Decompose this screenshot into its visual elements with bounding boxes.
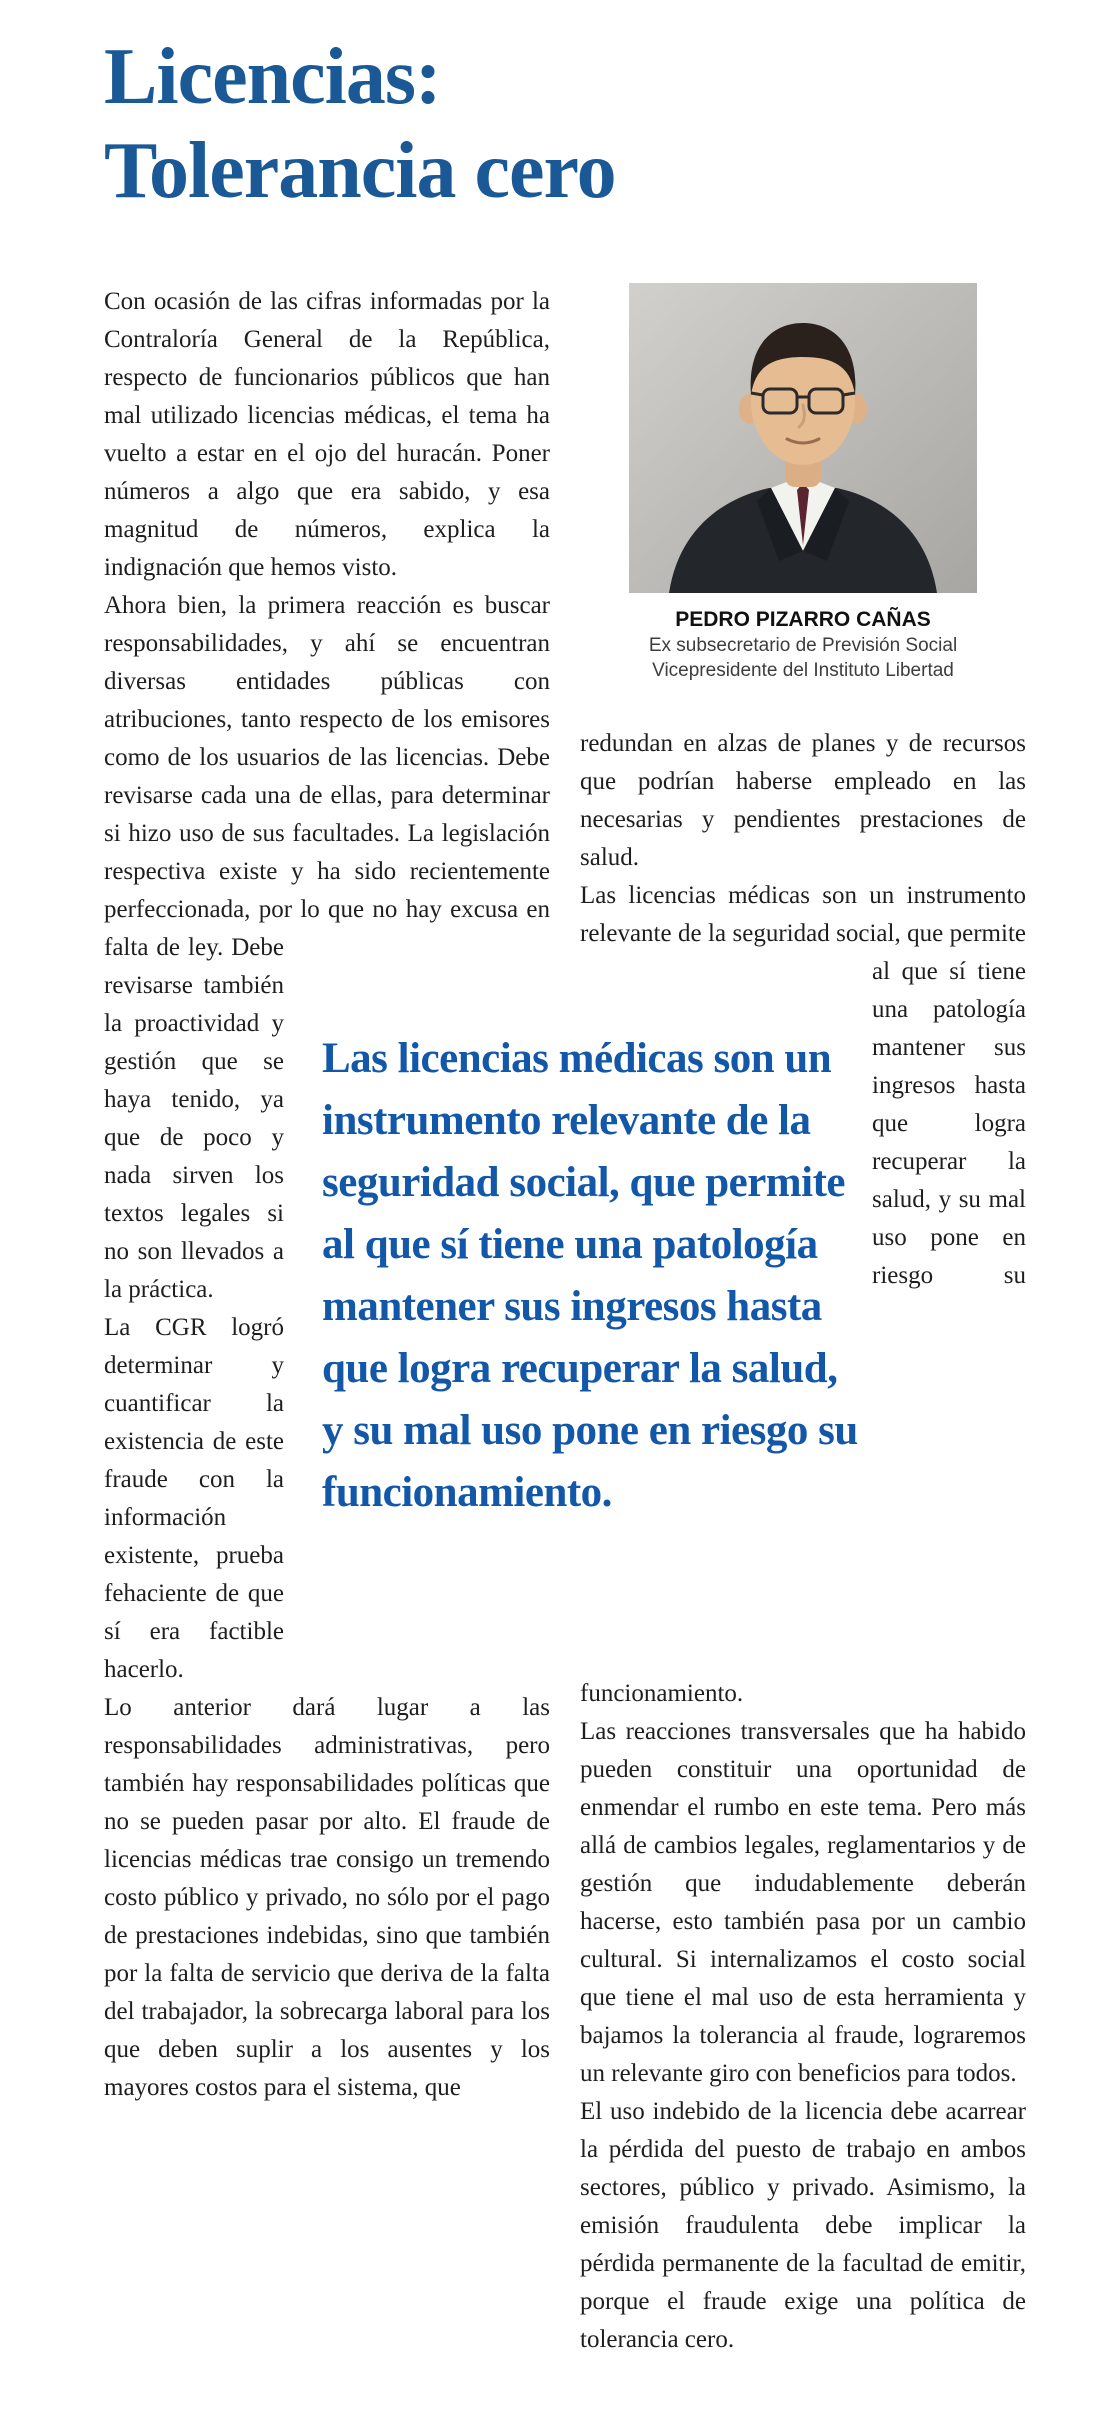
paragraph-text: Las licencias médicas son un instrumento relevante de la seguridad social, que permite al que sí tiene [580,881,1026,985]
paragraph: La CGR logró determinar y cuantificar la existencia de este fraude con la información existente, prueba fehaciente de que sí era factible hacerlo. [104,1313,284,1683]
author-photo [629,283,977,593]
paragraph-text: hay excusa en falta de ley. Debe revisarse también la proactividad y gestión que se haya tenido, ya que de poco y nada sirven los textos legales si no son llevados a la práctica. [104,895,551,1303]
paragraph: Las reacciones transversales que ha habido pueden constituir una oportunidad de enmendar el rumbo en este tema. Pero más allá de cambios legales, reglamentarios y de gestión que indudablemente deberán hacerse, esto también pasa por un cambio cultural. Si internalizamos el costo social que tiene el mal uso de esta herramienta y bajamos la tolerancia al fraude, lograremos un relevante giro con beneficios para todos. [580,1717,1026,2087]
paragraph: Lo anterior dará lugar a las responsabilidades administrativas, pero también hay responsabilidades políticas que no se pueden pasar por alto. El fraude de licencias médicas trae consigo un tremendo costo público y privado, no sólo por el pago de prestaciones indebidas, sino que también por la falta de servicio que deriva de la falta del trabajador, la sobrecarga laboral para los que deben suplir a los ausentes y los mayores costos para el sistema, que [104,1693,550,2101]
paragraph-text: una patología mantener sus ingresos hasta que logra recuperar la salud, y su mal uso pone en riesgo su funcionamiento. [580,995,1026,1707]
paragraph: Con ocasión de las cifras informadas por la Contraloría General de la República, respecto de funcionarios públicos que han mal utilizado licencias médicas, el tema ha vuelto a estar en el ojo del huracán. Poner números a algo que era sabido, y esa magnitud de números, explica la indignación que hemos visto. [104,287,550,581]
glasses-temple-right [843,393,855,395]
paragraph: El uso indebido de la licencia debe acarrear la pérdida del puesto de trabajo en ambos sectores, público y privado. Asimismo, la emisión fraudulenta debe implicar la pérdida permanente de la facultad de emitir, porque el fraude exige una política de tolerancia cero. [580,2097,1026,2353]
article-body [104,283,1026,2359]
photo-caption [580,607,1026,683]
headline-line1: Licencias: [104,33,441,121]
glasses-temple-left [751,393,763,395]
paragraph: redundan en alzas de planes y de recursos que podrían haberse empleado en las necesarias y pendientes prestaciones de salud. [580,729,1026,871]
pull-quote: Las licencias médicas son un instrumento relevante de la seguridad social, que permite al que sí tiene una patología mantener sus ingresos hasta que logra recuperar la salud, y su mal uso pone en riesgo su funcionamiento. [322,1034,858,1516]
headline-line2: Tolerancia cero [104,127,616,216]
author-photo-figure [580,283,1026,683]
author-role-1: Ex subsecretario de Previsión Social [648,634,958,656]
author-name: PEDRO PIZARRO CAÑAS [675,607,931,631]
paragraph-text: Ahora bien, la primera reacción es buscar responsabilidades, y ahí se encuentran diversas entidades públicas con atribuciones, tanto respecto de los emisores como de los usuarios de las licencias. Debe revisarse cada una de ellas, para determinar si hizo uso de sus facultades. La legislación respectiva existe y ha sido recientemente perfeccionada, por lo que no [104,591,550,923]
author-role-2: Vicepresidente del Instituto Libertad [652,659,954,681]
article-headline [104,30,1026,219]
